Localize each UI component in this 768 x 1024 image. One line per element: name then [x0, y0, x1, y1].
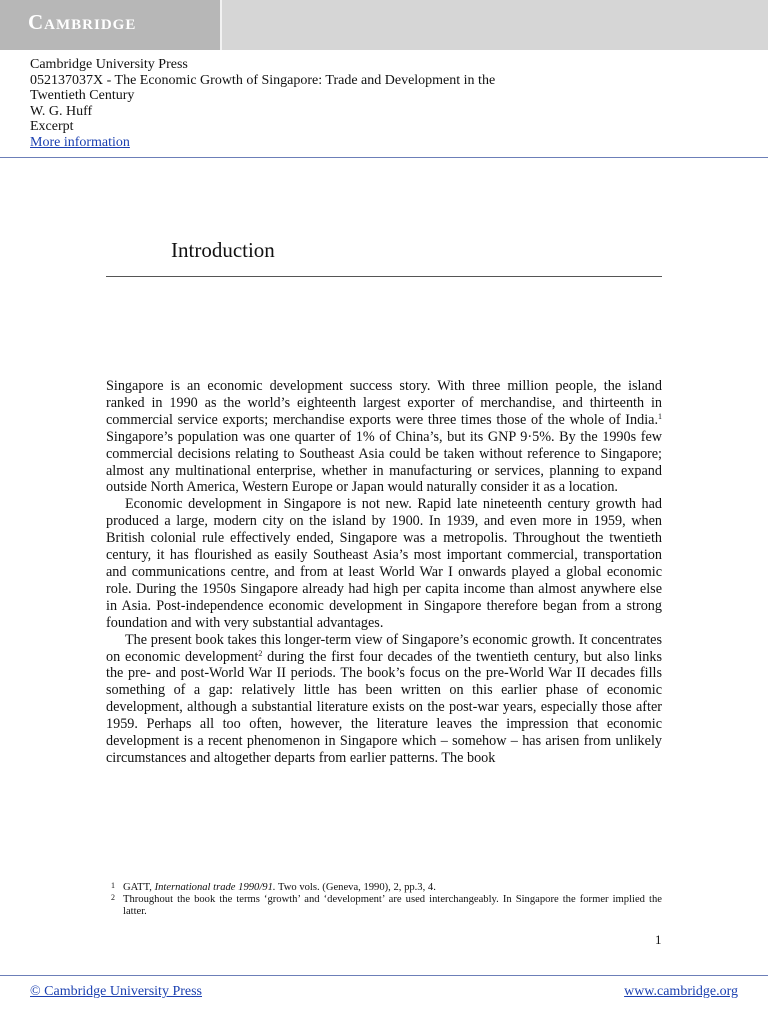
- footnotes: [106, 882, 662, 919]
- footnote-number: 2: [111, 893, 115, 903]
- top-banner: [0, 0, 768, 50]
- paragraph-2: [106, 496, 662, 631]
- footer-divider: [0, 975, 768, 976]
- cambridge-logo: Cambridge: [28, 10, 137, 34]
- footnote-number: 1: [111, 881, 115, 890]
- publisher-name: Cambridge University Press: [30, 57, 188, 72]
- paragraph-text: Singapore’s population was one quarter of 1% of China’s, but its GNP 9·5%. By the 1990s few commercial decisions relating to Southeast Asia could be taken without reference to Singapore; almost any multinational enterprise, whether in manufacturing or services, planning to expand outside North America, Western Europe or Japan would naturally consider it as a location.: [106, 428, 662, 496]
- paragraph-1: [106, 378, 662, 496]
- book-isbn-title: 052137037X - The Economic Growth of Singapore: Trade and Development in the: [30, 72, 496, 88]
- page-number: 1: [655, 932, 662, 947]
- chapter-title: Introduction: [171, 238, 275, 262]
- footnote-text: Throughout the book the terms ‘growth’ and ‘development’ are used interchangeably. In Singapore the former implied the latter.: [123, 894, 662, 918]
- publisher-logo-box: [0, 0, 222, 50]
- paragraph-3: [106, 632, 662, 767]
- website-link[interactable]: www.cambridge.org: [624, 984, 738, 999]
- paragraph-text: during the first four decades of the twentieth century, but also links the pre- and post-World War II periods. The book’s focus on the pre-World War II decades fills something of a gap: relatively little has been written on this earlier phase of economic development, although a substantial literature exists on the post-war years, especially those after 1959. Perhaps all too often, however, the literature leaves the impression that economic development is a recent phenomenon in Singapore which – somehow – has arisen from unlikely circumstances and altogether departs from earlier patterns. The book: [106, 648, 662, 766]
- paragraph-text: Economic development in Singapore is not new. Rapid late nineteenth century growth had produced a large, modern city on the island by 1900. In 1939, and even more in 1959, when British colonial rule effectively ended, Singapore was a metropolis. Throughout the twentieth century, it has flourished as easily Southeast Asia’s most important commercial, transportation and communications centre, and from at least World War I onwards played a global economic role. During the 1950s Singapore already had high per capita income than almost anywhere else in Asia. Post-independence economic development in Singapore therefore began from a strong foundation and with very substantial advantages.: [106, 496, 662, 631]
- body-text: [106, 378, 662, 767]
- paragraph-text: Singapore is an economic development success story. With three million people, the island ranked in 1990 as the world’s eighteenth largest exporter of merchandise, and thirteenth in commercial service exports; merchandise exports were three times those of the whole of India.: [106, 378, 662, 428]
- footnote-marker-2[interactable]: 2: [258, 648, 263, 658]
- document-metadata: [30, 57, 495, 150]
- footnote-1: [106, 882, 662, 894]
- title-underline: [106, 276, 662, 277]
- footnote-2: [106, 894, 662, 918]
- footnote-text: Two vols. (Geneva, 1990), 2, pp.3, 4.: [275, 882, 436, 893]
- footnote-text: GATT,: [123, 882, 155, 893]
- author-name: W. G. Huff: [30, 103, 93, 119]
- footnote-title: International trade 1990/91.: [154, 882, 276, 893]
- copyright-link[interactable]: © Cambridge University Press: [30, 984, 203, 999]
- footnote-marker-1[interactable]: 1: [658, 411, 662, 421]
- header-divider: [0, 157, 768, 158]
- more-information-link[interactable]: More information: [30, 134, 130, 150]
- paragraph-text: The present book takes this longer-term view of Singapore’s economic growth. It concentrates on economic development: [106, 631, 662, 665]
- excerpt-label: Excerpt: [30, 119, 74, 134]
- book-title-continued: Twentieth Century: [30, 88, 135, 103]
